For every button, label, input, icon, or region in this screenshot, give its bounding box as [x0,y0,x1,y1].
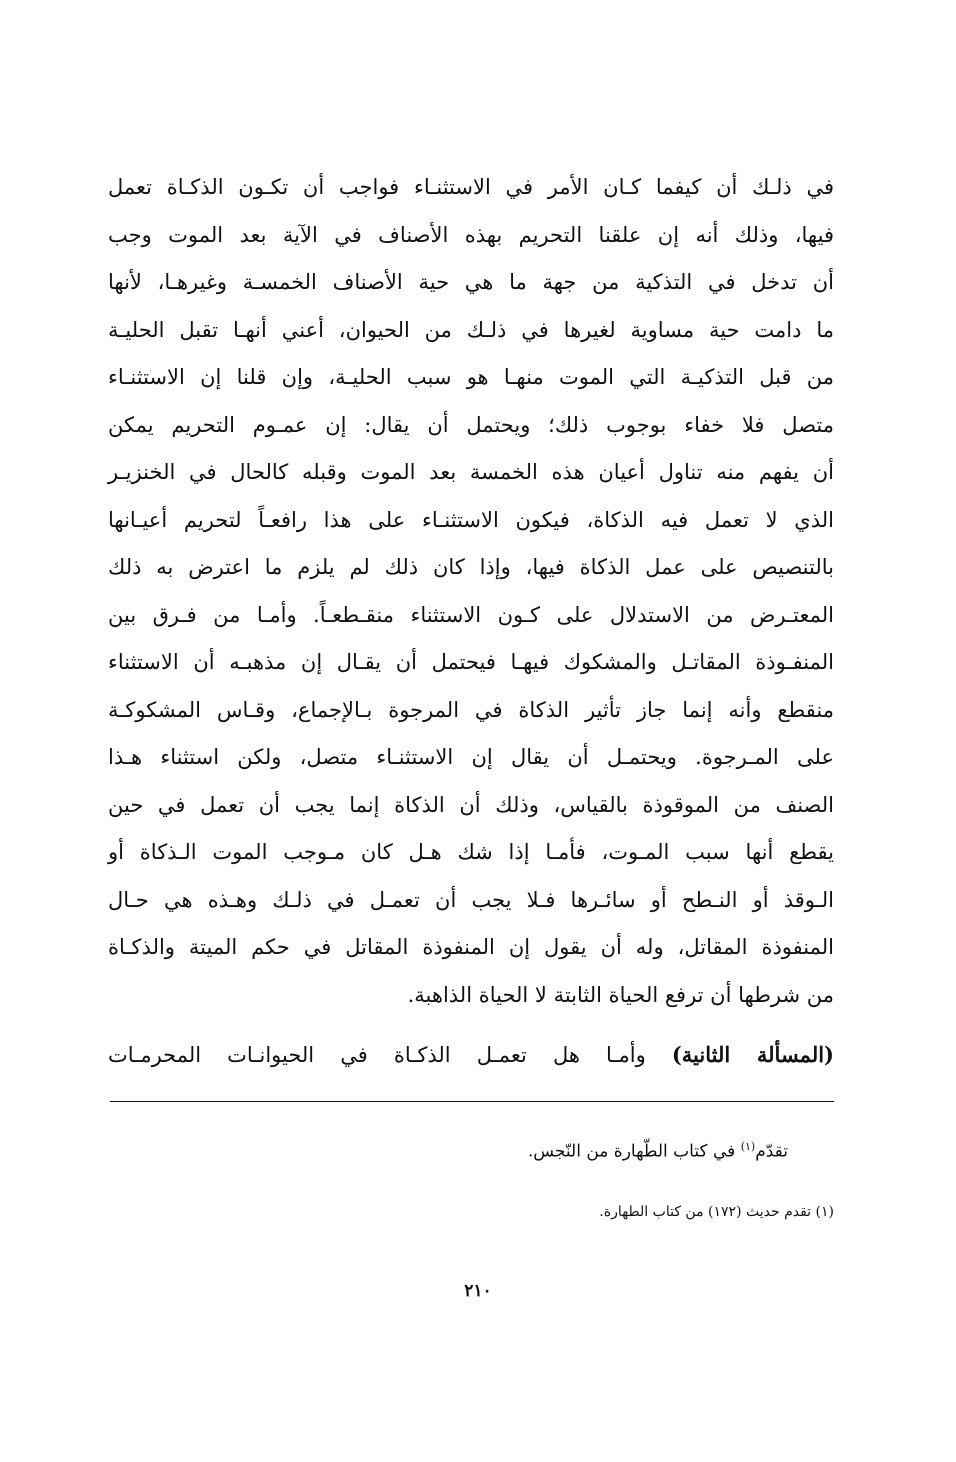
text-line-11: المنفـوذة المقاتـل والمشكوك فيهـا فيحتمل أن يقـال إن مذهبـه أن الاستثناء [108,650,834,674]
text-line-18: من شرطها أن ترفع الحياة الثابتة لا الحياة الذاهبة. [407,982,834,1007]
text-line-4: ما دامت حية مساوية لغيرها في ذلـك من الحيوان، أعني أنهـا تقبل الحليـة [108,317,834,342]
continuation-text-end: في كتاب الطّهارة من النّجس. [527,1141,741,1162]
footnote-continuation [380,1132,788,1167]
text-line-15: يقطع أنها سبب المـوت، فأمـا إذا شك هـل كان مـوجب الموت الـذكاة أو [108,840,834,864]
text-line-7: أن يفهم منه تناول أعيان هذه الخمسة بعد الموت وقبله كالحال في الخنزيـر [108,460,834,484]
continuation-text-start: تقدّم [755,1141,788,1162]
footnote-reference: (١) [740,1140,756,1153]
text-line-2: فيها، وذلك أنه إن علقنا التحريم بهذه الأصناف في الآية بعد الموت وجب [108,222,834,247]
text-line-8: الذي لا تعمل فيه الذكاة، فيكون الاستثنـاء على هذا رافعـاً لتحريم أعيـانها [108,507,834,532]
text-line-9: بالتنصيص على عمل الذكاة فيها، وإذا كان ذلك لم يلزم ما اعترض به ذلك [108,555,834,579]
text-line-12: منقطع وأنه إنما جاز تأثير الذكاة في المرجوة بـالإجماع، وقـاس المشكوكـة [108,697,834,722]
text-line-10: المعتـرض من الاستدلال على كـون الاستثناء منقـطعـاً. وأمـا من فـرق بين [108,602,834,627]
main-text-block [108,164,834,1079]
text-line-14: الصنف من الموقوذة بالقياس، وذلك أن الذكاة إنما يجب أن تعمل في حين [108,792,834,817]
page-number: ٢١٠ [464,1281,492,1301]
text-line-16: الـوقذ أو النـطح أو سائـرها فـلا يجب أن تعمـل في ذلـك وهـذه هي حـال [108,887,834,912]
text-line-17: المنفوذة المقاتل، وله أن يقول إن المنفوذة المقاتل في حكم الميتة والذكـاة [108,935,834,959]
text-line-13: على المـرجوة. ويحتمـل أن يقال إن الاستثنـاء متصل، ولكن استثناء هـذا [108,745,834,769]
footnote: (١) تقدم حديث (١٧٢) من كتاب الطهارة. [599,1204,834,1220]
section-heading-text: وأمـا هل تعمـل الذكـاة في الحيوانـات المحرمـات [108,1043,672,1067]
text-line-5: من قبل التذكيـة التي الموت منهـا هو سبب الحليـة، وإن قلنا إن الاستثنـاء [108,365,834,389]
text-line-1: في ذلـك أن كيفما كـان الأمر في الاستثنـاء فواجب أن تكـون الذكـاة تعمل [108,175,834,199]
text-line-6: متصل فلا خفاء بوجوب ذلك؛ ويحتمل أن يقال: إن عمـوم التحريم يمكن [108,412,834,437]
text-line-3: أن تدخل في التذكية من جهة ما هي حية الأصناف الخمسـة وغيرهـا، لأنها [108,270,834,294]
section-heading-label: (المسألة الثانية) [671,1042,834,1067]
section-heading-line [108,1031,834,1079]
footnote-divider [110,1101,834,1102]
